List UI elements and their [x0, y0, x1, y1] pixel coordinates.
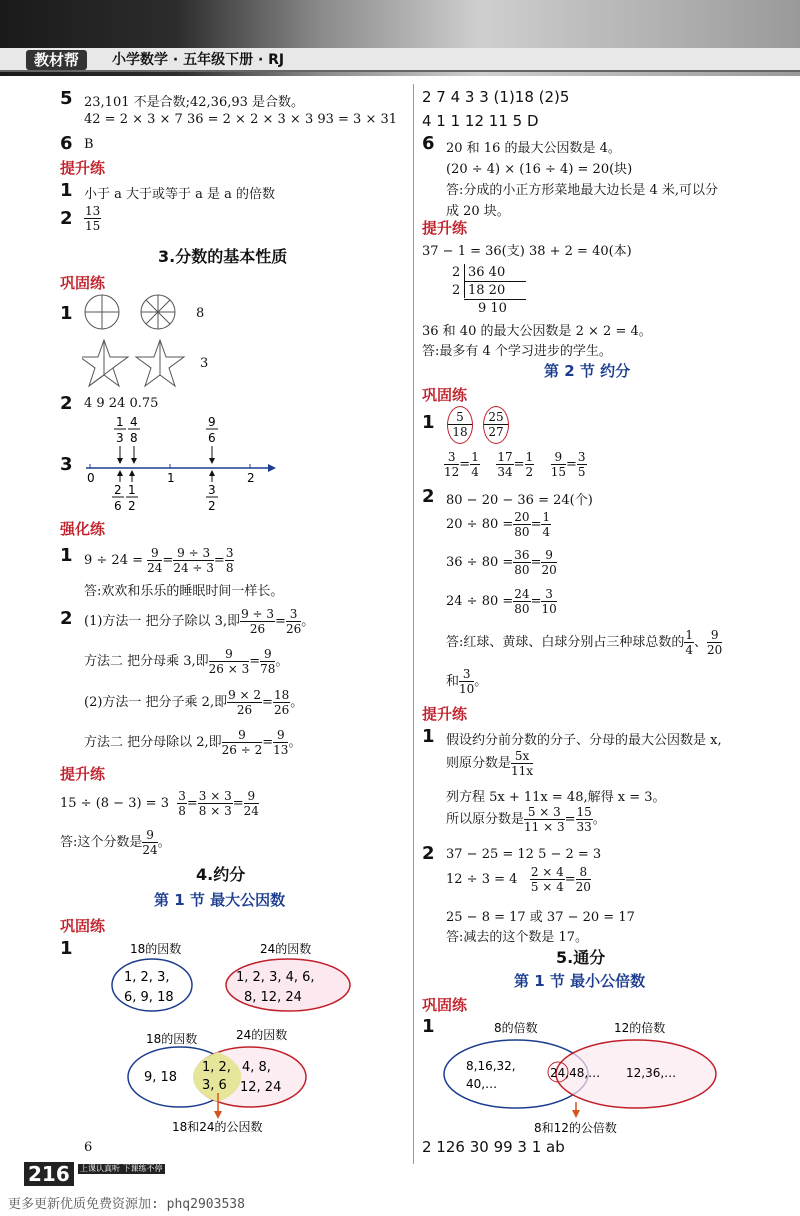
nl-bot-2-den: 2 — [128, 499, 136, 513]
nl-top-1-num: 1 — [116, 415, 124, 429]
rg2-row-3: 24 ÷ 80 = $\frac{24}{80}$ = $\frac{3}{10}$ — [446, 587, 557, 616]
r-venn-number: 1 — [422, 1016, 435, 1037]
section-3-title: 3.分数的基本性质 — [158, 247, 288, 266]
q1-equation: 9 ÷ 24 = $\frac{9}{24}$ = $\frac{9 \div 3}{24 \div 3}$ = $\frac{3}{8}$ — [84, 546, 234, 575]
gcd-venn-diagrams — [100, 935, 390, 1135]
rg1-equations: $\frac{3}{12}$ = $\frac{1}{4}$ $\frac{17}{34}$ = $\frac{1}{2}$ $\frac{9}{15}$ = $\frac{3}{5}$ — [444, 450, 586, 479]
r6-line1: 20 和 16 的最大公因数是 4。 — [446, 141, 621, 156]
qianghua-label: 强化练 — [60, 520, 106, 538]
rg2-row-2: 36 ÷ 80 = $\frac{36}{80}$ = $\frac{9}{20}$ — [446, 548, 557, 577]
rp1-line2: 则原分数是 $\frac{5x}{11x}$ — [446, 749, 534, 778]
venn2-right2: 12, 24 — [240, 1080, 282, 1095]
tisheng-label: 提升练 — [60, 159, 106, 177]
brand-label: 教材帮 — [26, 50, 87, 70]
ts-equation: 15 ÷ (8 − 3) = 3 $\frac{3}{8}$ = $\frac{3 \times 3}{8 \times 3}$ = $\frac{9}{24}$ — [60, 789, 259, 818]
page-number: 216 — [24, 1162, 74, 1186]
ts-answer: 答:这个分数是 $\frac{9}{24}$ 。 — [60, 828, 171, 857]
nl-bot-3-den: 2 — [208, 499, 216, 513]
nl-top-2-num: 4 — [130, 415, 138, 429]
r6-line4: 成 20 块。 — [446, 204, 510, 219]
t1-text: 小于 a 大于或等于 a 是 a 的倍数 — [84, 187, 276, 202]
r6-line2: (20 ÷ 4) × (16 ÷ 4) = 20(块) — [446, 162, 633, 177]
number-line — [80, 414, 290, 514]
rg2-row-1: 20 ÷ 80 = $\frac{20}{80}$ = $\frac{1}{4}$ — [446, 510, 551, 539]
rt-line1: 37 − 1 = 36(支) 38 + 2 = 40(本) — [422, 244, 632, 259]
venn1-label-24: 24的因数 — [260, 942, 312, 956]
rg1-number: 1 — [422, 412, 435, 433]
circled-fraction-1: 5 18 — [447, 406, 473, 444]
subsection-gcd: 第 1 节 最大公因数 — [154, 891, 286, 909]
section-5-title: 5.通分 — [556, 948, 606, 967]
t2-fraction: 13 15 — [85, 204, 101, 233]
q5-number: 5 — [60, 88, 73, 109]
rp2-line1: 37 − 25 = 12 5 − 2 = 3 — [446, 847, 602, 862]
r-tisheng-label-2: 提升练 — [422, 705, 468, 723]
venn2-caption: 18和24的公因数 — [172, 1120, 263, 1134]
venn1-a2: 6, 9, 18 — [124, 990, 174, 1005]
subsection-lcm: 第 1 节 最小公倍数 — [514, 972, 646, 990]
venn1-label-18: 18的因数 — [130, 942, 182, 956]
g2-answer: 4 9 24 0.75 — [84, 396, 159, 411]
venn-answer: 6 — [84, 1140, 93, 1155]
nl-bot-3-num: 3 — [208, 483, 216, 497]
nl-top-2-den: 8 — [130, 431, 138, 445]
nl-top-3-den: 6 — [208, 431, 216, 445]
r-last-line: 2 126 30 99 3 1 ab — [422, 1138, 565, 1156]
r-line-2-3: 2 7 4 3 3 (1)18 (2)5 — [422, 88, 570, 106]
venn-left-2: 40,… — [466, 1077, 498, 1091]
venn-caption: 8和12的公倍数 — [534, 1121, 617, 1135]
rp1-line1: 假设约分前分数的分子、分母的最大公因数是 x, — [446, 733, 722, 748]
venn-label-12: 12的倍数 — [614, 1021, 666, 1035]
venn1-b2: 8, 12, 24 — [244, 990, 302, 1005]
short-division: 2 36 40 2 18 20 9 10 — [452, 264, 532, 318]
r6-line3: 答:分成的小正方形菜地最大边长是 4 米,可以分 — [446, 183, 719, 198]
t2-number: 2 — [60, 208, 73, 229]
venn-right: 12,36,… — [626, 1066, 677, 1080]
rt-line3: 答:最多有 4 个学习进步的学生。 — [422, 344, 612, 359]
t1-number: 1 — [60, 180, 73, 201]
q2-number: 2 — [60, 608, 73, 629]
venn-mid: 24,48,… — [550, 1066, 601, 1080]
venn2-right1: 4, 8, — [242, 1060, 271, 1075]
rg2-line1: 80 − 20 − 36 = 24(个) — [446, 493, 593, 508]
q2-line4: 方法二 把分母除以 2,即 $\frac{9}{26 \div 2}$ = $\frac{9}{13}$ 。 — [84, 728, 302, 757]
q2-line3: (2)方法一 把分子乘 2,即 $\frac{9 \times 2}{26}$ = $\frac{18}{26}$ 。 — [84, 688, 304, 717]
nl-bot-1-num: 2 — [114, 483, 122, 497]
nl-top-1-den: 3 — [116, 431, 124, 445]
q1-answer: 答:欢欢和乐乐的睡眠时间一样长。 — [84, 584, 284, 599]
rp2-number: 2 — [422, 843, 435, 864]
r-gonggu-label-2: 巩固练 — [422, 996, 468, 1014]
nl-bot-1-den: 6 — [114, 499, 122, 513]
g3-number: 3 — [60, 454, 73, 475]
q5-line2: 42 = 2 × 3 × 7 36 = 2 × 2 × 3 × 3 93 = 3 × 31 — [84, 112, 398, 127]
q1-number: 1 — [60, 545, 73, 566]
rp1-number: 1 — [422, 726, 435, 747]
venn2-label-24: 24的因数 — [236, 1028, 288, 1042]
tisheng-label-2: 提升练 — [60, 765, 106, 783]
r6-number: 6 — [422, 133, 435, 154]
venn1-a1: 1, 2, 3, — [124, 970, 170, 985]
venn1-b1: 1, 2, 3, 4, 6, — [236, 970, 315, 985]
nl-bot-2-num: 1 — [128, 483, 136, 497]
venn2-mid2: 3, 6 — [202, 1078, 227, 1093]
rg2-number: 2 — [422, 486, 435, 507]
star-fraction-figures — [82, 338, 192, 390]
gonggu-label: 巩固练 — [60, 274, 106, 292]
g1-number: 1 — [60, 303, 73, 324]
nl-top-3-num: 9 — [208, 415, 216, 429]
gonggu-label-2: 巩固练 — [60, 917, 106, 935]
lcm-venn-diagram — [436, 1014, 736, 1138]
venn-left-1: 8,16,32, — [466, 1059, 516, 1073]
rg2-answer: 答:红球、黄球、白球分别占三种球总数的 $\frac{1}{4}$ 、 $\frac{9}{20}$ — [446, 628, 723, 657]
rp2-line4: 答:减去的这个数是 17。 — [446, 930, 589, 945]
q2-line1: (1)方法一 把分子除以 3,即 $\frac{9 \div 3}{26}$ = $\frac{3}{26}$ 。 — [84, 607, 315, 636]
rt-line2: 36 和 40 的最大公因数是 2 × 2 = 4。 — [422, 324, 652, 339]
rp2-line2: 12 ÷ 3 = 4 $\frac{2 \times 4}{5 \times 4}$ = $\frac{8}{20}$ — [446, 865, 591, 894]
page-tag: 上课认真听 下课练不停 — [80, 1164, 163, 1173]
rg2-answer-2: 和 $\frac{3}{10}$ 。 — [446, 667, 488, 696]
footer-source: 更多更新优质免费资源加: phq2903538 — [8, 1197, 245, 1212]
g1-answer-a: 8 — [196, 306, 205, 321]
rp1-line4: 所以原分数是 $\frac{5 \times 3}{11 \times 3}$ = $\frac{15}{33}$ 。 — [446, 805, 606, 834]
venn2-label-18: 18的因数 — [146, 1032, 198, 1046]
circled-fraction-2: 25 27 — [483, 406, 509, 444]
q2-line2: 方法二 把分母乘 3,即 $\frac{9}{26 \times 3}$ = $\frac{9}{78}$ 。 — [84, 647, 289, 676]
venn2-mid1: 1, 2, — [202, 1060, 231, 1075]
rp1-line3: 列方程 5x + 11x = 48,解得 x = 3。 — [446, 790, 666, 805]
q6-number: 6 — [60, 133, 73, 154]
venn2-left: 9, 18 — [144, 1070, 178, 1085]
g2-number: 2 — [60, 393, 73, 414]
subject-title: 小学数学 · 五年级下册 · RJ — [112, 52, 285, 68]
g1-answer-b: 3 — [200, 356, 209, 371]
tick-1: 1 — [167, 471, 175, 485]
venn-q-number: 1 — [60, 938, 73, 959]
rp2-line3: 25 − 8 = 17 或 37 − 20 = 17 — [446, 910, 635, 925]
r-tisheng-label: 提升练 — [422, 219, 468, 237]
tick-2: 2 — [247, 471, 255, 485]
section-4-title: 4.约分 — [196, 865, 246, 884]
tick-0: 0 — [87, 471, 95, 485]
circle-fraction-figures — [82, 290, 192, 336]
column-divider — [413, 84, 414, 1164]
q6-answer: B — [84, 137, 94, 152]
q5-line1: 23,101 不是合数;42,36,93 是合数。 — [84, 95, 305, 110]
subsection-yuefen: 第 2 节 约分 — [544, 362, 631, 380]
venn-label-8: 8的倍数 — [494, 1021, 538, 1035]
r-line-4-5: 4 1 1 12 11 5 D — [422, 112, 539, 130]
r-gonggu-label: 巩固练 — [422, 386, 468, 404]
